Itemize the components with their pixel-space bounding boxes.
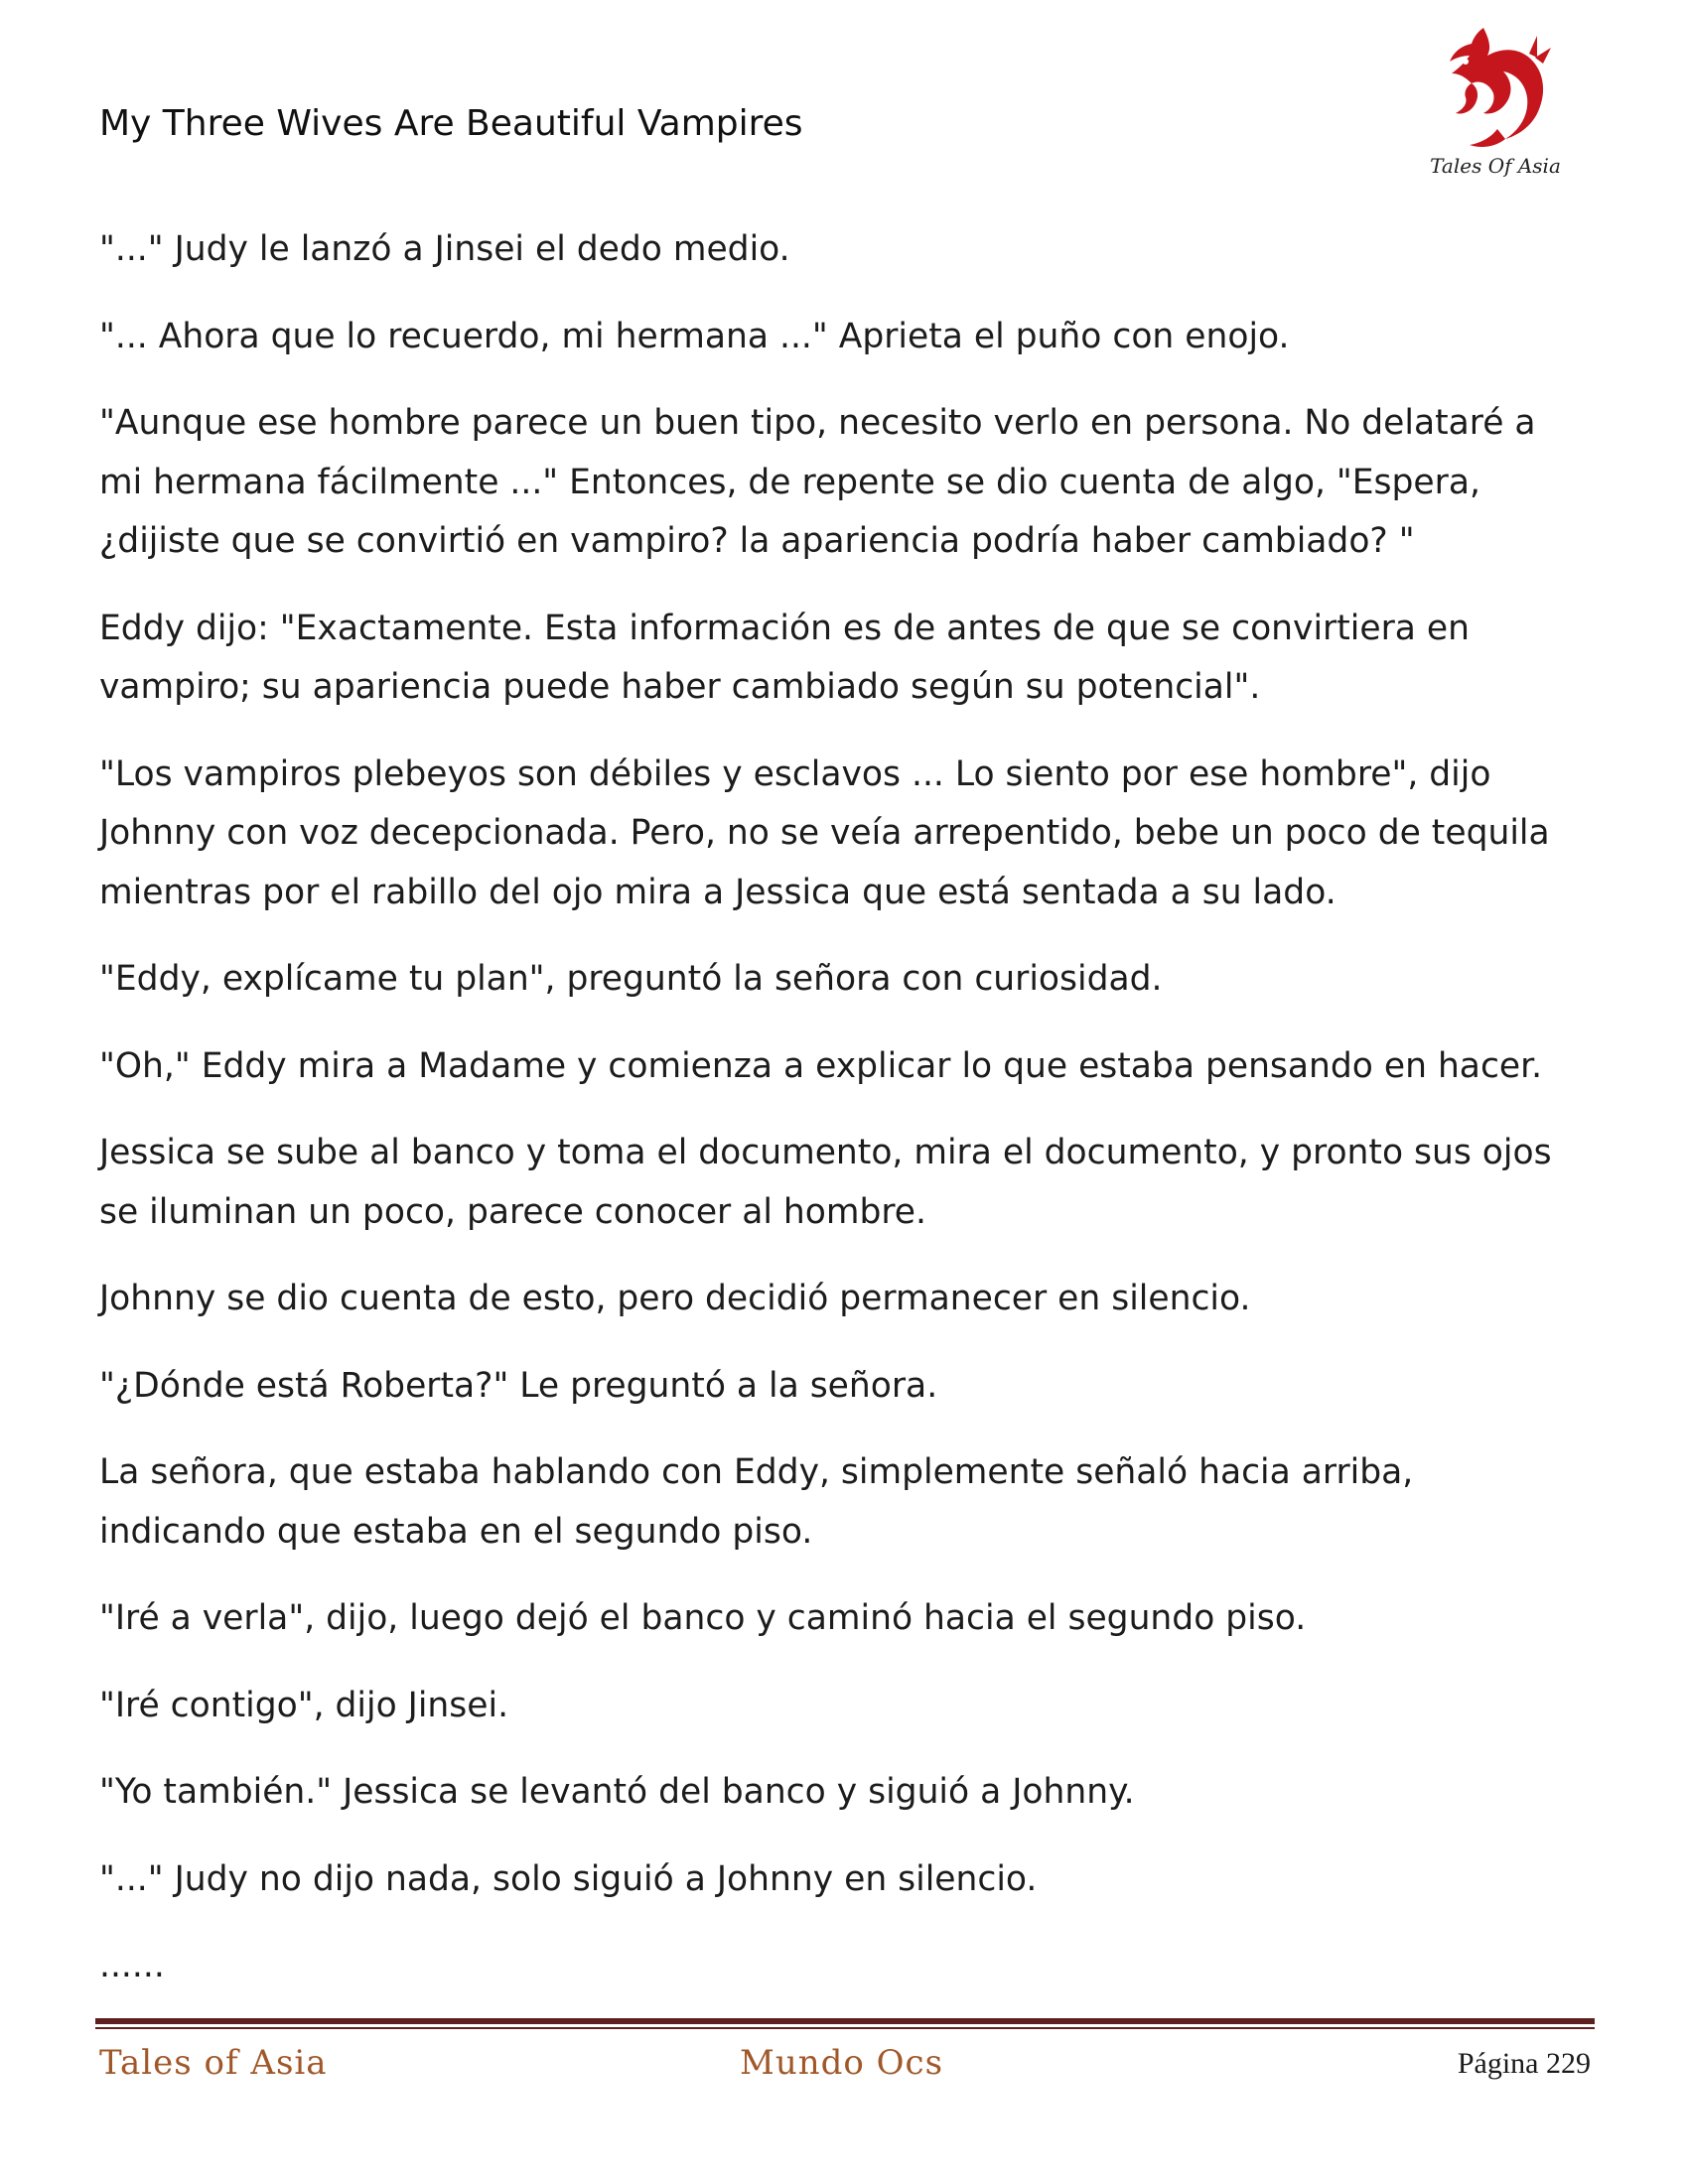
paragraph: "Los vampiros plebeyos son débiles y esclavos ... Lo siento por ese hombre", dijo Johnny con voz decepcionada. Pero, no se veía arrepentido, bebe un poco de tequila mientras por el rabillo del ojo mira a Jessica que está sentada a su lado.: [99, 753, 1550, 912]
paragraph: "Iré a verla", dijo, luego dejó el banco y caminó hacia el segundo piso.: [99, 1598, 1307, 1638]
footer-divider: [95, 2018, 1595, 2024]
paragraph: La señora, que estaba hablando con Eddy, simplemente señaló hacia arriba, indicando que estaba en el segundo piso.: [99, 1452, 1414, 1552]
book-title: My Three Wives Are Beautiful Vampires: [99, 103, 803, 144]
paragraph: "... Ahora que lo recuerdo, mi hermana ..." Aprieta el puño con enojo.: [99, 316, 1290, 356]
paragraph: Eddy dijo: "Exactamente. Esta información es de antes de que se convirtiera en vampiro; su apariencia puede haber cambiado según su potencial".: [99, 608, 1470, 707]
paragraph: Jessica se sube al banco y toma el documento, mira el documento, y pronto sus ojos se iluminan un poco, parece conocer al hombre.: [99, 1133, 1552, 1232]
paragraph: "..." Judy le lanzó a Jinsei el dedo medio.: [99, 229, 790, 269]
logo-text: Tales Of Asia: [1430, 154, 1561, 178]
scene-break: ......: [99, 1946, 165, 1985]
footer-divider-thin: [95, 2027, 1595, 2029]
paragraph: "Eddy, explícame tu plan", preguntó la señora con curiosidad.: [99, 959, 1163, 999]
paragraph: "Yo también." Jessica se levantó del banco y siguió a Johnny.: [99, 1772, 1135, 1812]
paragraph: "..." Judy no dijo nada, solo siguió a Johnny en silencio.: [99, 1858, 1038, 1899]
footer-translator: Mundo Ocs: [740, 2043, 944, 2083]
paragraph: Johnny se dio cuenta de esto, pero decidió permanecer en silencio.: [99, 1279, 1251, 1318]
paragraph: "Aunque ese hombre parece un buen tipo, necesito verlo en persona. No delataré a mi hermana fácilmente ..." Entonces, de repente se dio cuenta de algo, "Espera, ¿dijiste que se convirtió en vampiro? la apariencia podría haber cambiado? ": [99, 403, 1536, 561]
footer-site-name: Tales of Asia: [99, 2043, 328, 2083]
page-number: Página 229: [1457, 2047, 1591, 2080]
paragraph: "Iré contigo", dijo Jinsei.: [99, 1685, 509, 1725]
chapter-body: [99, 220, 1589, 2024]
paragraph: "¿Dónde está Roberta?" Le preguntó a la señora.: [99, 1365, 938, 1406]
paragraph: "Oh," Eddy mira a Madame y comienza a explicar lo que estaba pensando en hacer.: [99, 1045, 1543, 1086]
